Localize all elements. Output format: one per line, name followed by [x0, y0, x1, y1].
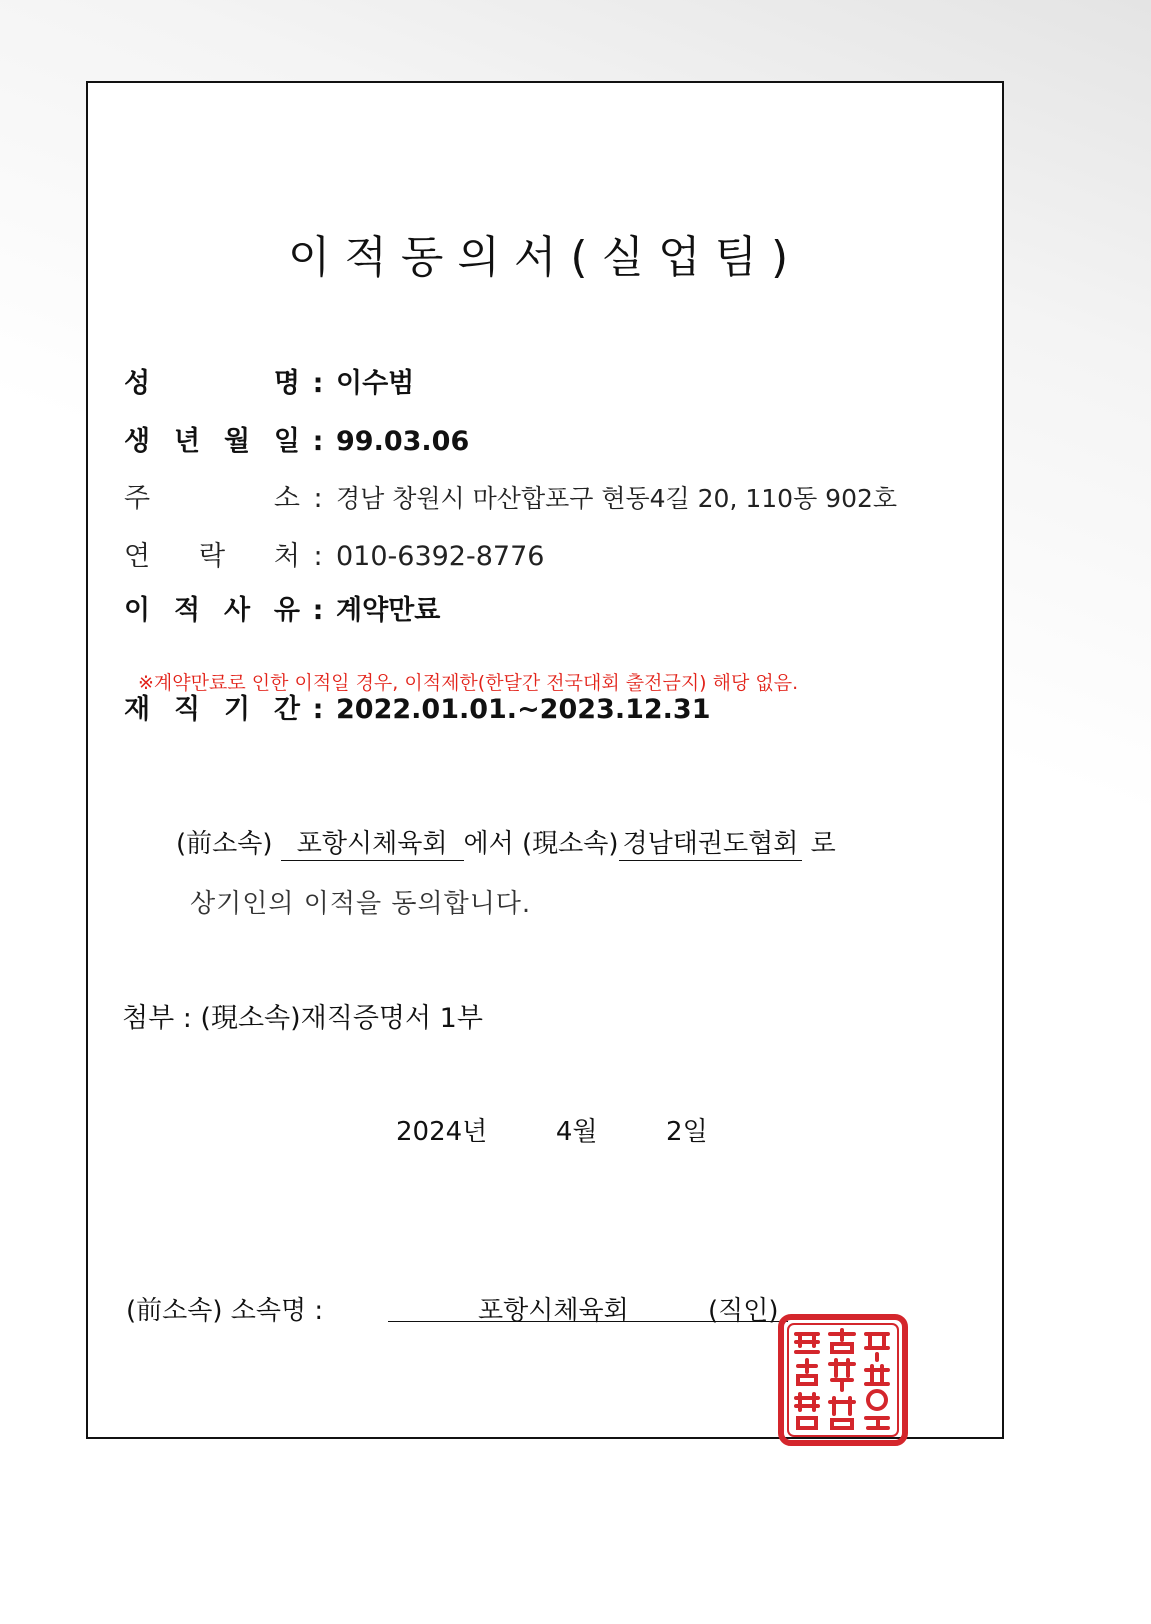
- field-employment-label: 재 직 기 간: [124, 694, 300, 725]
- curr-affiliation-org: 경남태권도협회: [619, 829, 803, 861]
- field-name-label: 성 명: [124, 368, 300, 399]
- field-reason: 이 적 사 유 : 계약만료: [124, 588, 440, 627]
- date-year: 2024년: [396, 1117, 488, 1147]
- field-name-value: 이수범: [336, 368, 415, 399]
- from-word: 에서: [463, 829, 514, 859]
- svg-text:포항시체육회장의인: 포항시체육회장의인: [778, 1314, 787, 1315]
- document-title: 이적동의서(실업팀): [287, 232, 803, 283]
- field-address: 주 소 : 경남 창원시 마산합포구 현동4길 20, 110동 902호: [124, 476, 897, 515]
- official-seal-icon: [778, 1314, 908, 1446]
- consent-line: [176, 823, 836, 861]
- date-month: 4월: [555, 1117, 598, 1147]
- field-reason-label: 이 적 사 유: [124, 595, 300, 626]
- field-birthdate-value: 99.03.06: [336, 426, 470, 457]
- field-employment-period: 재 직 기 간 : 2022.01.01.~2023.12.31: [124, 687, 711, 726]
- to-word: 로: [810, 829, 836, 859]
- field-birthdate: 생 년 월 일 : 99.03.06: [124, 419, 469, 458]
- field-contact-label: 연 락 처: [124, 541, 300, 572]
- consent-sentence: 상기인의 이적을 동의합니다.: [190, 889, 532, 919]
- signature-label: (前소속) 소속명 :: [126, 1296, 324, 1326]
- transfer-notice: ※계약만료로 인한 이적일 경우, 이적제한(한달간 전국대회 출전금지) 해당 없음.: [138, 672, 799, 694]
- field-contact: 연 락 처 : 010-6392-8776: [124, 534, 544, 573]
- field-address-value: 경남 창원시 마산합포구 현동4길 20, 110동 902호: [336, 484, 898, 513]
- prev-affiliation-label: (前소속): [176, 829, 273, 859]
- document-date: [396, 1111, 708, 1148]
- consent-document: [86, 81, 1004, 1439]
- field-address-label: 주 소: [124, 483, 300, 514]
- field-reason-value: 계약만료: [336, 595, 441, 626]
- date-day: 2일: [666, 1117, 708, 1147]
- field-contact-value: 010-6392-8776: [336, 541, 545, 572]
- attachment-line: 첨부 : (現소속)재직증명서 1부: [122, 1003, 483, 1034]
- seal-label: (직인): [708, 1296, 779, 1326]
- field-employment-value: 2022.01.01.~2023.12.31: [336, 694, 711, 725]
- curr-affiliation-label: (現소속): [522, 829, 619, 859]
- field-name: 성 명 : 이수범: [124, 361, 414, 400]
- signature-org: 포항시체육회: [478, 1296, 629, 1326]
- prev-affiliation-org: 포항시체육회: [281, 829, 464, 861]
- field-birthdate-label: 생 년 월 일: [124, 426, 300, 457]
